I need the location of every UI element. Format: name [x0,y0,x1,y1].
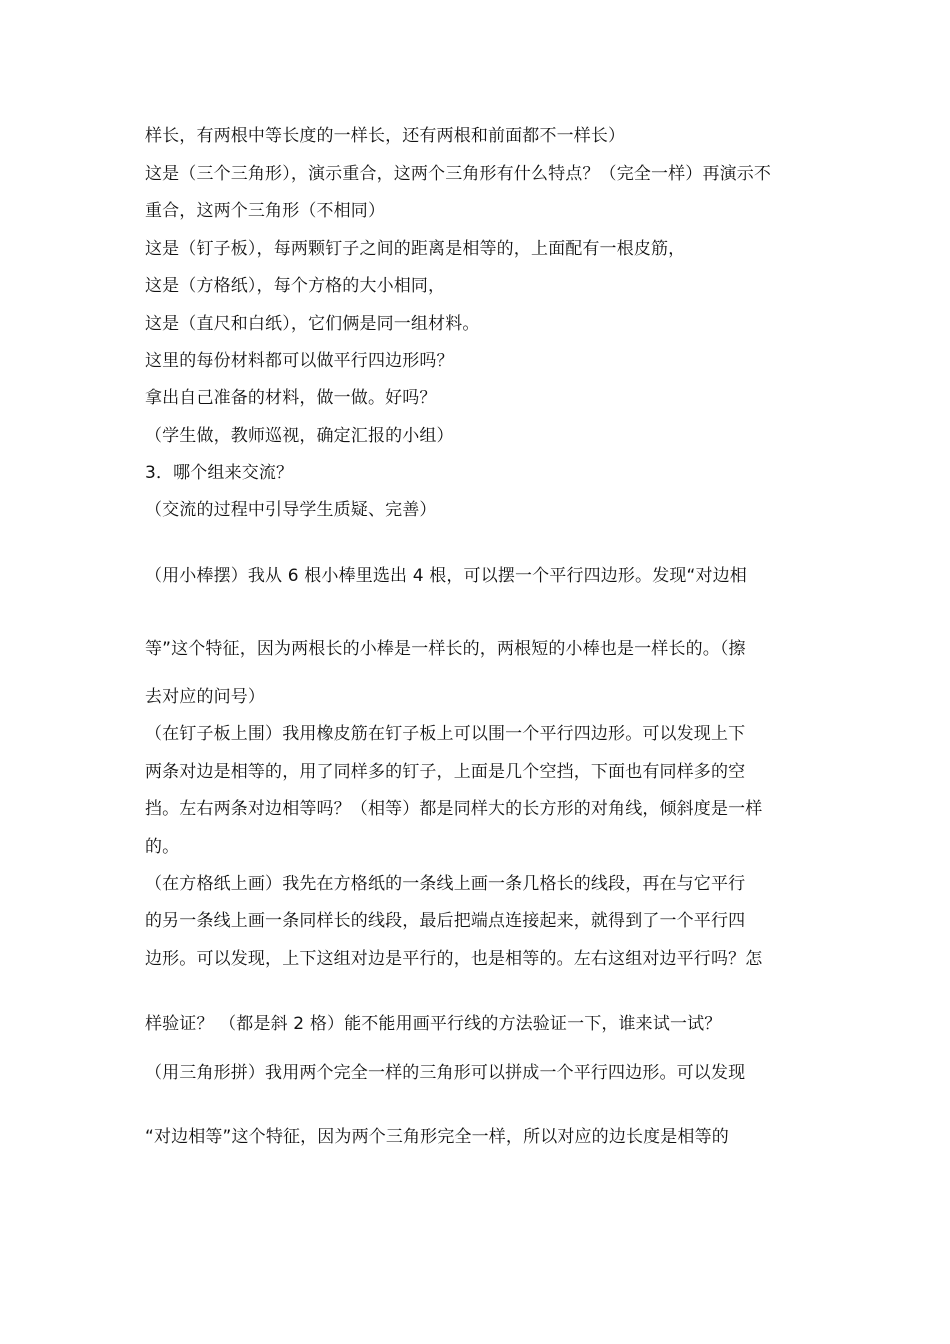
paragraph-line: 重合，这两个三角形（不相同） [145,201,386,221]
paragraph-line: 这是（方格纸），每个方格的大小相同， [145,276,446,296]
paragraph-line: 这是（三个三角形），演示重合，这两个三角形有什么特点？（完全一样）再演示不 [145,164,772,184]
paragraph-line: （在钉子板上围）我用橡皮筋在钉子板上可以围一个平行四边形。可以发现上下 [145,724,746,744]
section-heading: 3．哪个组来交流？ [145,463,294,483]
paragraph-line: （用三角形拼）我用两个完全一样的三角形可以拼成一个平行四边形。可以发现 [145,1063,746,1083]
paragraph-line: （在方格纸上画）我先在方格纸的一条线上画一条几格长的线段，再在与它平行 [145,874,746,894]
paragraph-line: 等”这个特征，因为两根长的小棒是一样长的，两根短的小棒也是一样长的。（擦 [145,639,746,659]
paragraph-line: 挡。左右两条对边相等吗？（相等）都是同样大的长方形的对角线，倾斜度是一样 [145,799,763,819]
paragraph-line: 这是（钉子板），每两颗钉子之间的距离是相等的，上面配有一根皮筋， [145,239,686,259]
paragraph-line: （用小棒摆）我从 6 根小棒里选出 4 根，可以摆一个平行四边形。发现“对边相 [145,566,747,586]
paragraph-line: （学生做，教师巡视，确定汇报的小组） [145,426,454,446]
paragraph-line: （交流的过程中引导学生质疑、完善） [145,500,437,520]
paragraph-line: 的另一条线上画一条同样长的线段，最后把端点连接起来，就得到了一个平行四 [145,911,746,931]
paragraph-line: 两条对边是相等的，用了同样多的钉子，上面是几个空挡，下面也有同样多的空 [145,762,746,782]
paragraph-line: 的。 [145,837,180,857]
paragraph-line: 去对应的问号） [145,687,266,707]
paragraph-line: 边形。可以发现，上下这组对边是平行的，也是相等的。左右这组对边平行吗？怎 [145,949,763,969]
paragraph-line: 样验证？ （都是斜 2 格）能不能用画平行线的方法验证一下，谁来试一试？ [145,1014,722,1034]
paragraph-line: 这里的每份材料都可以做平行四边形吗？ [145,351,454,371]
paragraph-line: “对边相等”这个特征，因为两个三角形完全一样，所以对应的边长度是相等的 [145,1127,729,1147]
paragraph-line: 这是（直尺和白纸），它们俩是同一组材料。 [145,314,480,334]
paragraph-line: 拿出自己准备的材料，做一做。好吗？ [145,388,437,408]
paragraph-line: 样长，有两根中等长度的一样长，还有两根和前面都不一样长） [145,126,626,146]
